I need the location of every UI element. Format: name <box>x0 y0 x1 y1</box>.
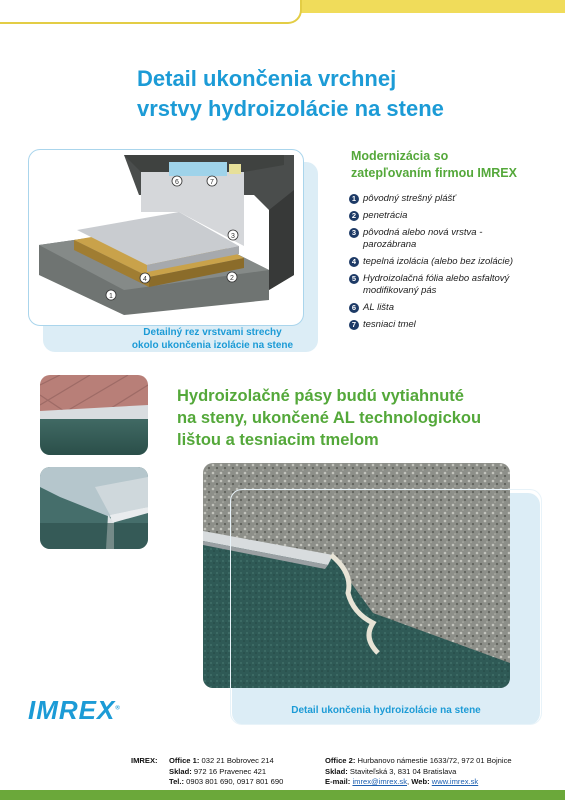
legend-subtitle-line2: zatepľovaním firmou IMREX <box>351 166 517 180</box>
footer-label: Sklad: <box>169 766 192 776</box>
logo-text: IMREX <box>28 695 116 725</box>
footer-value: 032 21 Bobrovec 214 <box>201 756 274 765</box>
legend-item <box>349 210 554 222</box>
legend-item <box>349 193 554 205</box>
page-title-line2: vrstvy hydroizolácie na stene <box>137 96 444 121</box>
legend-text: Hydroizolačná fólia alebo asfaltový <box>363 273 510 284</box>
marker-1: 1 <box>109 293 113 300</box>
footer-value: 0903 801 690, 0917 801 690 <box>186 777 284 786</box>
legend-number: 6 <box>349 303 359 313</box>
footer-value: Hurbanovo námestie 1633/72, 972 01 Bojnice <box>357 756 512 765</box>
marker-3: 3 <box>231 233 235 240</box>
legend-text: penetrácia <box>363 210 408 221</box>
footer-label: Tel.: <box>169 777 185 786</box>
registered-mark: ® <box>115 705 121 712</box>
marker-6: 6 <box>175 179 179 186</box>
legend-number: 3 <box>349 228 359 238</box>
legend-text-cont: parozábrana <box>363 239 417 250</box>
diagram-caption <box>110 326 315 352</box>
marker-4: 4 <box>143 276 147 283</box>
footer-row <box>131 756 321 767</box>
footer-label: Office 1: <box>169 756 200 765</box>
web-link[interactable]: www.imrex.sk <box>431 777 479 786</box>
legend-text: AL lišta <box>363 302 394 313</box>
headline-line3: lištou a tesniacim tmelom <box>177 431 379 449</box>
page-title <box>137 64 537 124</box>
legend-subtitle-line1: Modernizácia so <box>351 149 449 163</box>
footer-row <box>325 767 560 778</box>
footer-left <box>131 756 321 788</box>
legend-item <box>349 227 554 251</box>
headline <box>177 385 517 451</box>
photo-corner-detail <box>40 467 148 549</box>
email-link[interactable]: imrex@imrex.sk <box>352 777 407 786</box>
footer-label: Web: <box>411 777 430 786</box>
footer-row <box>131 767 321 778</box>
legend-number: 2 <box>349 211 359 221</box>
imrex-logo <box>28 695 121 726</box>
legend-text-cont: modifikovaný pás <box>363 285 437 296</box>
footer-label: E-mail: <box>325 777 351 786</box>
footer-row: E-mail: imrex@imrex.sk, Web: www.imrex.sk <box>325 777 479 786</box>
photo-roof-edge <box>40 375 148 455</box>
legend-text: pôvodná alebo nová vrstva - <box>363 227 483 238</box>
roof-section-diagram <box>29 150 303 325</box>
legend-item <box>349 319 554 331</box>
footer-value: 972 16 Pravenec 421 <box>193 766 267 776</box>
headline-line2: na steny, ukončené AL technologickou <box>177 409 482 427</box>
headline-line1: Hydroizolačné pásy budú vytiahnuté <box>177 387 464 405</box>
layer-legend <box>349 193 554 336</box>
footer-row <box>131 777 321 788</box>
legend-number: 7 <box>349 320 359 330</box>
footer-value: Staviteľská 3, 831 04 Bratislava <box>349 766 457 776</box>
legend-text: tepelná izolácia (alebo bez izolácie) <box>363 256 513 267</box>
diagram-caption-line2: okolo ukončenia izolácie na stene <box>131 340 294 351</box>
diagram-frame <box>28 149 304 326</box>
legend-item <box>349 273 554 297</box>
legend-text: tesniaci tmel <box>363 319 416 330</box>
photo-caption: Detail ukončenia hydroizolácie na stene <box>291 705 481 716</box>
photo-overlay-frame <box>230 489 542 725</box>
diagram-caption-line1: Detailný rez vrstvami strechy <box>143 327 282 338</box>
legend-text: pôvodný strešný plášť <box>363 193 456 204</box>
footer-right <box>325 756 560 788</box>
footer-row <box>325 756 560 767</box>
legend-number: 1 <box>349 194 359 204</box>
marker-2: 2 <box>230 275 234 282</box>
legend-item <box>349 302 554 314</box>
legend-number: 5 <box>349 274 359 284</box>
legend-number: 4 <box>349 257 359 267</box>
footer-label: Office 2: <box>325 756 356 765</box>
footer-brand: IMREX: <box>131 756 158 765</box>
page-title-line1: Detail ukončenia vrchnej <box>137 66 397 91</box>
top-tab-border <box>0 0 302 24</box>
footer-label: Sklad: <box>325 766 348 776</box>
legend-subtitle <box>351 148 551 182</box>
legend-item <box>349 256 554 268</box>
footer-color-bar <box>0 790 565 800</box>
marker-7: 7 <box>210 179 214 186</box>
